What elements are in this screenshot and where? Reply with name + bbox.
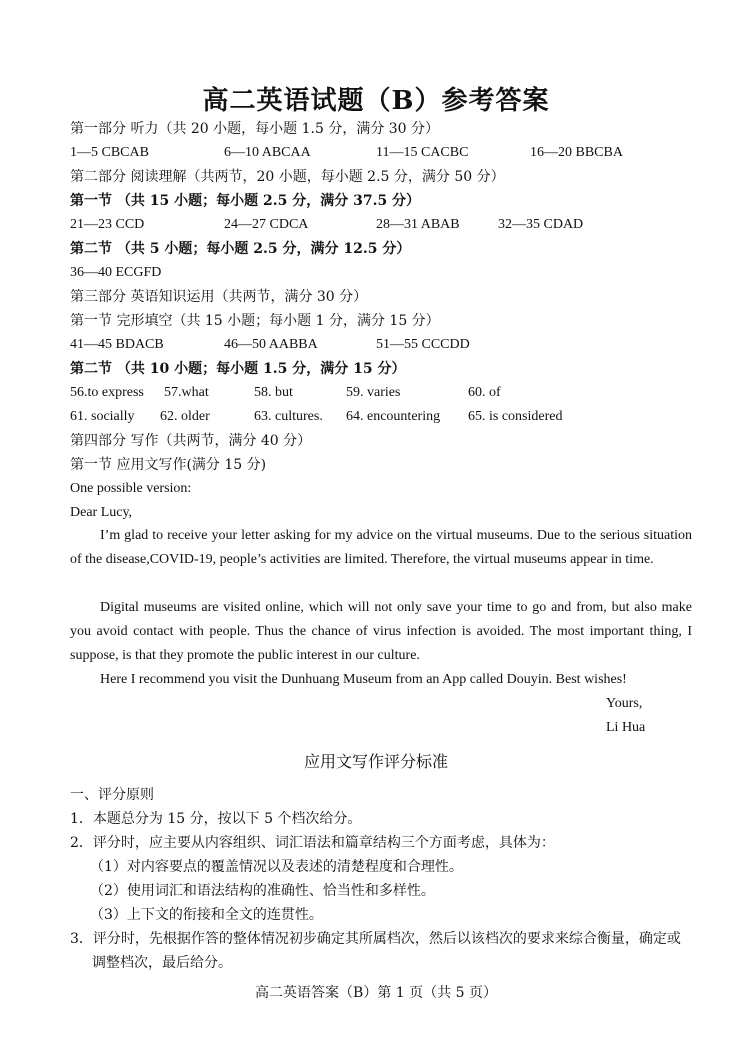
answer-item: 59. varies [346, 385, 401, 400]
part3-section2-heading: 第二节 （共 10 小题；每小题 1.5 分，满分 15 分） [70, 361, 406, 377]
answer-group: 11—15 CACBC [376, 145, 469, 160]
answer-group: 32—35 CDAD [498, 217, 584, 232]
page-title: 高二英语试题（B）参考答案 [202, 86, 550, 116]
criteria-section [70, 783, 694, 975]
sample-version-label: One possible version: [70, 481, 192, 496]
part3-section2-row1 [70, 382, 692, 404]
letter-paragraph-3: Here I recommend you visit the Dunhuang Museum from an App called Douyin. Best wishes! [100, 672, 627, 687]
criteria-title: 应用文写作评分标准 [303, 752, 448, 771]
part4-heading: 第四部分 写作（共两节，满分 40 分） [70, 433, 312, 449]
answer-item: 62. older [160, 409, 210, 424]
part3-section1-heading: 第一节 完形填空（共 15 小题；每小题 1 分，满分 15 分） [70, 313, 440, 329]
answer-group: 28—31 ABAB [376, 217, 460, 232]
criteria-subitem: （1）对内容要点的覆盖情况以及表述的清楚程度和合理性。 [90, 859, 463, 875]
criteria-subitem: （3）上下文的衔接和全文的连贯性。 [90, 907, 323, 923]
part3-heading: 第三部分 英语知识运用（共两节，满分 30 分） [70, 289, 368, 305]
criteria-item: 1．本题总分为 15 分，按以下 5 个档次给分。 [70, 811, 362, 827]
answer-item: 56.to express [70, 385, 144, 400]
answer-group: 41—45 BDACB [70, 337, 164, 352]
part2-section2-heading: 第二节 （共 5 小题；每小题 2.5 分，满分 12.5 分） [70, 241, 411, 257]
criteria-item: 2．评分时，应主要从内容组织、词汇语法和篇章结构三个方面考虑，具体为： [70, 835, 555, 851]
part3-section2-row2 [70, 406, 692, 428]
answer-group: 46—50 AABBA [224, 337, 318, 352]
letter-closing: Yours, [606, 696, 643, 711]
answer-group: 21—23 CCD [70, 217, 145, 232]
letter-paragraph-2: Digital museums are visited online, which will not only save your time to go and from, but also make you avoid contact with people. Thus the chance of virus infection is avoided. The most important thing, I suppose, is that they promote the public interest in our culture. [70, 600, 692, 663]
part3-section1-answers [70, 334, 692, 356]
part2-heading: 第二部分 阅读理解（共两节，20 小题，每小题 2.5 分，满分 50 分） [70, 169, 505, 185]
answer-item: 64. encountering [346, 409, 441, 424]
answer-item: 57.what [164, 385, 209, 400]
part2-section2-answers [70, 262, 161, 284]
page-footer: 高二英语答案（B）第 1 页（共 5 页） [255, 985, 497, 1001]
letter-paragraph-1: I’m glad to receive your letter asking for my advice on the virtual museums. Due to the serious situation of the disease,COVID-19, people’s activities are limited. Therefore, the virtual museums appear in time. [70, 528, 692, 567]
answer-group: 36—40 ECGFD [70, 265, 162, 280]
answer-item: 61. socially [70, 409, 135, 424]
answer-group: 24—27 CDCA [224, 217, 309, 232]
criteria-item: 3．评分时，先根据作答的整体情况初步确定其所属档次，然后以该档次的要求来综合衡量，确定或调整档次，最后给分。 [70, 931, 681, 971]
part1-answers [70, 142, 692, 164]
answer-item: 60. of [468, 385, 501, 400]
part2-section1-answers [70, 214, 692, 236]
letter-signature: Li Hua [606, 720, 646, 735]
answer-item: 65. is considered [468, 409, 563, 424]
part1-heading: 第一部分 听力（共 20 小题，每小题 1.5 分，满分 30 分） [70, 121, 440, 137]
criteria-subitem: （2）使用词汇和语法结构的准确性、恰当性和多样性。 [90, 883, 435, 899]
letter-greeting: Dear Lucy, [70, 505, 133, 520]
answer-group: 6—10 ABCAA [224, 145, 311, 160]
answer-item: 63. cultures. [254, 409, 323, 424]
answer-group: 16—20 BBCBA [530, 145, 623, 160]
answer-group: 1—5 CBCAB [70, 145, 149, 160]
part2-section1-heading: 第一节 （共 15 小题；每小题 2.5 分，满分 37.5 分） [70, 193, 421, 209]
principle-heading: 一、评分原则 [70, 787, 154, 803]
answer-group: 51—55 CCCDD [376, 337, 470, 352]
part4-section1-heading: 第一节 应用文写作(满分 15 分) [70, 457, 267, 473]
answer-item: 58. but [254, 385, 293, 400]
